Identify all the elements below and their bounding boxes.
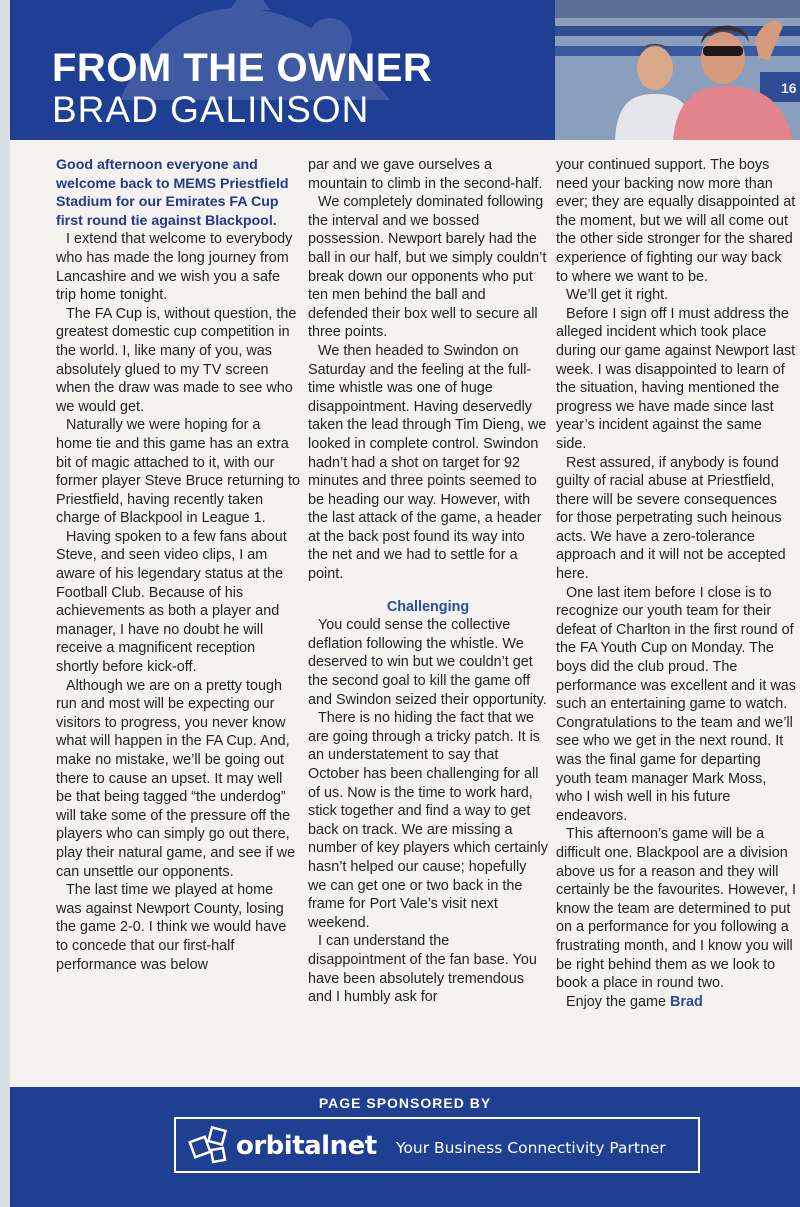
article-paragraph: We then headed to Swindon on Saturday and the feeling at the full-time whistle was one of huge disappointment. Having deservedly taken the lead through Tim Dieng, we looked in complete control. Swindon hadn’t had a shot on target for 92 minutes and three points seemed to be heading our way. However, with the last attack of the game, a header at the back post found its way into the net and we had to settle for a point.	[308, 342, 547, 583]
article-paragraph: I extend that welcome to everybody who has made the long journey from Lancashire and we wish you a safe trip home tonight.	[56, 231, 293, 304]
article-paragraph: We’ll get it right.	[566, 287, 669, 304]
article-column-3	[556, 156, 796, 1066]
article-paragraph: Having spoken to a few fans about Steve, and seen video clips, I am aware of his legendary status at the Football Club. Because of his achievements as both a player and manager, I have no doubt he will receive a magnificent reception shortly before kick-off.	[56, 528, 287, 676]
article-paragraph: Although we are on a pretty tough run and most will be expecting our visitors to progress, you never know what will happen in the FA Cup. And, make no mistake, we’ll be going out there to cause an upset. It may well be that being tagged “the underdog” will take some of the pressure off the players who can simply go out there, play their natural game, and see if we can unsettle our opponents.	[56, 677, 296, 880]
article-paragraph: The FA Cup is, without question, the greatest domestic cup competition in the world. I, like many of you, was absolutely glued to my TV screen when the draw was made to see who we would get.	[56, 305, 297, 415]
magazine-page	[10, 0, 800, 1207]
sponsor-tagline: Your Business Connectivity Partner	[396, 1139, 666, 1157]
page-title: FROM THE OWNER	[52, 46, 433, 90]
header-banner	[10, 0, 800, 140]
article-paragraph: Rest assured, if anybody is found guilty of racial abuse at Priestfield, there will be severe consequences for those perpetrating such heinous acts. We have a zero-tolerance approach and it will not be accepted here.	[556, 454, 786, 583]
article-paragraph: par and we gave ourselves a mountain to climb in the second-half.	[308, 157, 543, 192]
page-subtitle: BRAD GALINSON	[52, 89, 370, 130]
signoff-line	[556, 993, 796, 1012]
article-paragraph: I can understand the disappointment of the fan base. You have been absolutely tremendous and I humbly ask for	[308, 933, 537, 1006]
signature: Brad	[670, 993, 703, 1010]
section-heading: Challenging	[386, 598, 470, 615]
article-paragraph: There is no hiding the fact that we are going through a tricky patch. It is an understatement to say that October has been challenging for all of us. Now is the time to work hard, stick together and find a way to get back on track. We are missing a number of key players which certainly hasn’t helped our cause; hopefully we can get one or two back in the frame for Port Vale’s visit next weekend.	[308, 710, 548, 931]
article-lead: Good afternoon everyone and welcome back to MEMS Priestfield Stadium for our Emirates FA Cup first round tie against Blackpool.	[56, 157, 289, 229]
sponsor-label: PAGE SPONSORED BY	[318, 1095, 492, 1111]
sponsor-banner[interactable]	[174, 1117, 700, 1173]
orbitalnet-logo-icon	[186, 1125, 234, 1169]
owner-photo	[555, 0, 800, 140]
article-column-2	[308, 156, 548, 1066]
article-column-1	[56, 156, 300, 1066]
sponsor-brand: orbitalnet	[236, 1131, 377, 1161]
article-paragraph: You could sense the collective deflation following the whistle. We deserved to win but we couldn’t get the second goal to kill the game off and Swindon seized their opportunity.	[308, 617, 547, 708]
article-paragraph: Before I sign off I must address the alleged incident which took place during our game against Newport last week. I was disappointed to learn of the situation, having mentioned the progress we have made since last year’s incident against the same side.	[556, 305, 796, 452]
article-paragraph: One last item before I close is to recognize our youth team for their defeat of Charlton in the first round of the FA Youth Cup on Monday. The boys did the club proud. The performance was excellent and it was such an entertaining game to watch. Congratulations to the team and we’ll see who we get in the next round. It was the final game for departing youth team manager Mark Moss, who I wish well in his future endeavors.	[556, 584, 796, 824]
article-paragraph: This afternoon’s game will be a difficult one. Blackpool are a division above us for a reason and they will certainly be the favourites. However, I know the team are determined to put on a performance for you following a frustrating month, and I know you will be right behind them as we look to book a place in round two.	[556, 826, 796, 992]
article-paragraph: your continued support. The boys need your backing now more than ever; they are equally disappointed at the moment, but we will all come out the other side stronger for the shared experience of fighting our way back to where we want to be.	[556, 157, 796, 285]
stadium-seat-number: 16	[781, 80, 797, 96]
article-body	[56, 156, 800, 1066]
article-paragraph: The last time we played at home was against Newport County, losing the game 2-0. I think we would have to concede that our first-half performance was below	[56, 882, 287, 973]
sponsor-footer	[10, 1087, 800, 1207]
article-paragraph: We completely dominated following the interval and we bossed possession. Newport barely had the ball in our half, but we simply couldn’t break down our opponents who put ten men behind the ball and defended their box well to secure all three points.	[308, 194, 547, 341]
signoff-text: Enjoy the game	[566, 993, 666, 1010]
article-paragraph: Naturally we were hoping for a home tie and this game has an extra bit of magic attached to it, with our former player Steve Bruce returning to Priestfield, having recently taken charge of Blackpool in League 1.	[56, 417, 300, 527]
